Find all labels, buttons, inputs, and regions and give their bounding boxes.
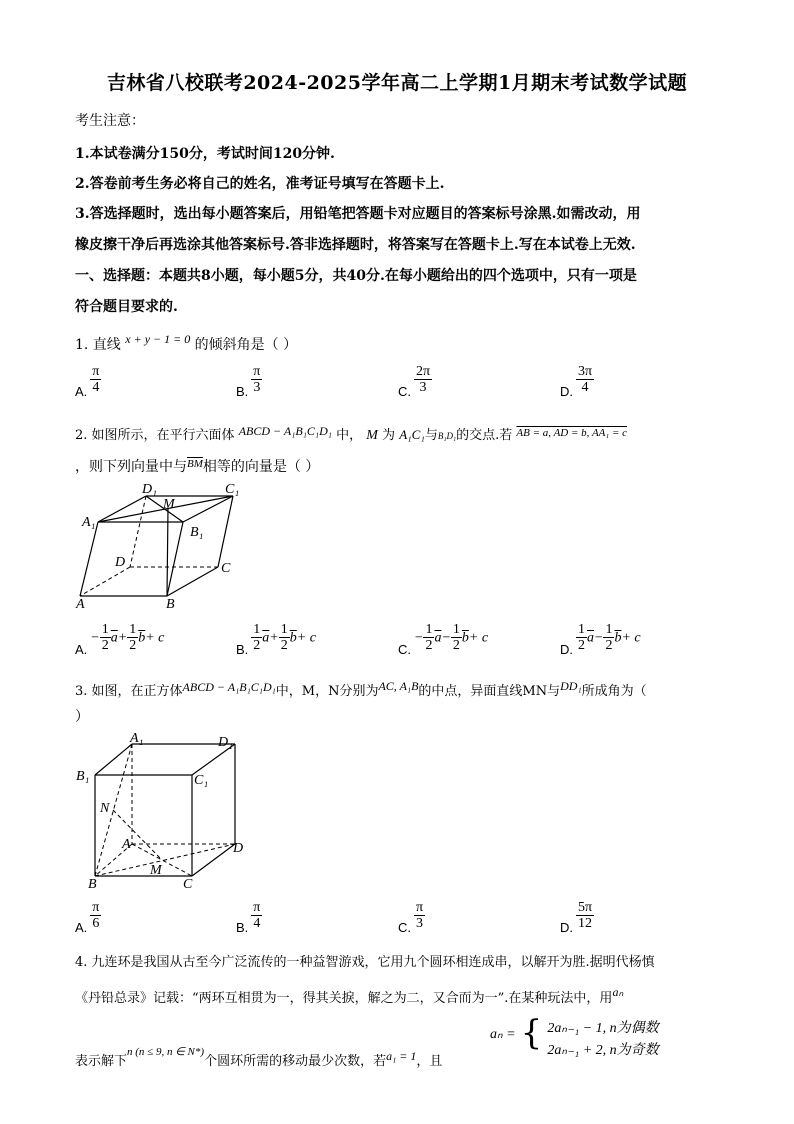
frac-den: 2 xyxy=(280,638,288,653)
sign: + xyxy=(117,630,128,646)
frac-num: 1 xyxy=(280,622,288,637)
q4-an: aₙ xyxy=(612,985,624,999)
question-3-line2: ） xyxy=(75,709,89,725)
frac-num: π xyxy=(92,364,100,379)
frac-num: 1 xyxy=(129,622,137,637)
option-label: B. xyxy=(236,919,249,935)
q2-text: 相等的向量是（ ） xyxy=(202,459,320,475)
label-B: B xyxy=(88,877,97,892)
q4-text: 表示解下 xyxy=(75,1054,128,1069)
frac-den: 3 xyxy=(416,916,424,931)
sign: − xyxy=(90,630,100,646)
q2-text: 与 xyxy=(424,428,438,443)
label-B: B xyxy=(166,597,175,611)
option-label: D. xyxy=(560,919,573,935)
q2-parallelepiped-figure xyxy=(70,476,250,611)
label-A1: A₁ xyxy=(82,515,96,530)
q1-option-c[interactable] xyxy=(398,364,432,399)
section-1-heading: 一、选择题：本题共8小题，每小题5分，共40分.在每小题给出的四个选项中，只有一项是 xyxy=(75,268,637,284)
sign: − xyxy=(594,630,604,646)
vector: $\overline{b}$ xyxy=(614,630,622,646)
tail: + c xyxy=(621,630,641,646)
frac-num: 1 xyxy=(253,622,261,637)
tail: + c xyxy=(145,630,165,646)
q3-option-d[interactable] xyxy=(560,900,594,935)
label-D: D xyxy=(115,555,126,570)
q3-text: 所成角为（ xyxy=(581,684,647,699)
q2-option-c[interactable] xyxy=(398,622,489,657)
label-C: C xyxy=(221,561,231,576)
notice-heading: 考生注意： xyxy=(75,113,145,129)
page-title: 吉林省八校联考2024-2025学年高二上学期1月期末考试数学试题 xyxy=(106,72,688,94)
label-C: C xyxy=(183,877,193,892)
q2-option-d[interactable] xyxy=(560,622,641,657)
q1-equation: x + y − 1 = 0 xyxy=(125,332,191,346)
q2-option-b[interactable] xyxy=(236,622,316,657)
q3-text: 的中点，异面直线MN与 xyxy=(418,684,561,699)
vector: $\overline{b}$ xyxy=(289,630,297,646)
q4-piecewise xyxy=(490,1013,659,1062)
q2-target-vector: BM xyxy=(187,458,203,470)
option-label: B. xyxy=(236,641,249,657)
label-D1: D₁ xyxy=(142,482,157,497)
q1-option-b[interactable] xyxy=(236,364,262,399)
q2-diag2: B₁D₁ xyxy=(437,431,457,441)
question-4-line3 xyxy=(75,1046,443,1069)
q2-diag1: A₁C₁ xyxy=(399,427,425,442)
option-label: A. xyxy=(75,383,88,399)
q2-point: M xyxy=(366,428,378,443)
frac-den: 3 xyxy=(419,380,427,395)
notice-item-3-line2: 橡皮擦干净后再选涂其他答案标号.答非选择题时，将答案写在答题卡上.写在本试卷上无效. xyxy=(75,237,636,253)
q3-segments: AC, A₁B xyxy=(378,679,419,693)
frac-den: 2 xyxy=(101,638,109,653)
label-A1: A₁ xyxy=(130,731,144,746)
q3-solid: ABCD − A₁B₁C₁D₁ xyxy=(182,680,276,694)
question-1 xyxy=(75,334,297,354)
q3-cube-figure xyxy=(70,730,250,892)
frac-den: 2 xyxy=(452,638,460,653)
frac-num: 1 xyxy=(605,622,613,637)
q1-prefix: 1. 直线 xyxy=(75,337,121,353)
frac-den: 2 xyxy=(605,638,613,653)
q3-option-b[interactable] xyxy=(236,900,262,935)
q4-piece-even: 2aₙ₋₁ − 1, n为偶数 xyxy=(547,1021,659,1036)
frac-num: 5π xyxy=(578,900,593,915)
vector: $\overline{a}$ xyxy=(434,630,442,646)
frac-num: 1 xyxy=(425,622,433,637)
frac-den: 2 xyxy=(425,638,433,653)
frac-num: 1 xyxy=(578,622,585,637)
q4-text: 《丹铅总录》记载：“两环互相贯为一，得其关捩，解之为二，又合而为一”.在某种玩法中，用 xyxy=(75,991,613,1006)
q3-option-c[interactable] xyxy=(398,900,425,935)
label-B1: B₁ xyxy=(76,769,90,784)
q2-text: ，则下列向量中与 xyxy=(75,459,187,475)
option-label: C. xyxy=(398,641,411,657)
frac-den: 6 xyxy=(92,916,100,931)
frac-num: 3π xyxy=(578,364,593,379)
frac-num: π xyxy=(92,900,100,915)
question-2 xyxy=(75,424,627,444)
question-4-line2 xyxy=(75,987,623,1006)
frac-den: 4 xyxy=(581,380,589,395)
vector: $\overline{a}$ xyxy=(262,630,270,646)
q2-text: 为 xyxy=(382,428,396,443)
q3-text: 中，M，N分别为 xyxy=(275,684,379,699)
label-C1: C₁ xyxy=(225,482,240,497)
label-M: M xyxy=(150,863,162,878)
label-A: A xyxy=(122,837,131,852)
frac-num: π xyxy=(253,900,261,915)
q3-text: 3. 如图，在正方体 xyxy=(75,684,183,699)
tail: + c xyxy=(296,630,316,646)
option-label: A. xyxy=(75,919,88,935)
frac-den: 2 xyxy=(578,638,585,653)
notice-item-3-line1: 3.答选择题时，选出每小题答案后，用铅笔把答题卡对应题目的答案标号涂黑.如需改动，用 xyxy=(75,206,641,222)
frac-num: π xyxy=(416,900,424,915)
frac-num: 1 xyxy=(452,622,460,637)
option-label: D. xyxy=(560,383,573,399)
option-label: D. xyxy=(560,641,573,657)
label-D1: D₁ xyxy=(218,735,233,750)
question-4-line1: 4. 九连环是我国从古至今广泛流传的一种益智游戏，它用九个圆环相连成串，以解开为胜.据明代杨慎 xyxy=(75,955,655,970)
vector: $\overline{a}$ xyxy=(587,630,594,646)
tail: + c xyxy=(468,630,489,646)
q4-text: 个圆环所需的移动最少次数，若 xyxy=(204,1054,387,1069)
question-3 xyxy=(75,680,647,699)
q3-option-a[interactable] xyxy=(75,900,101,935)
label-B1: B₁ xyxy=(190,525,204,540)
option-label: C. xyxy=(398,919,411,935)
sign: − xyxy=(414,630,424,646)
q4-a1: a₁ = 1 xyxy=(386,1049,417,1063)
label-N: N xyxy=(100,801,110,816)
section-1-heading-line2: 符合题目要求的. xyxy=(75,299,178,315)
q1-option-d[interactable] xyxy=(560,364,594,399)
q4-piecewise-lhs: aₙ = xyxy=(490,1027,516,1042)
option-label: C. xyxy=(398,383,411,399)
frac-num: 2π xyxy=(416,364,431,379)
question-2-line2 xyxy=(75,456,319,476)
q2-text: 的交点.若 xyxy=(456,428,513,443)
q1-option-a[interactable] xyxy=(75,364,101,399)
q2-text: 中， xyxy=(336,428,363,443)
q2-prefix: 2. 如图所示，在平行六面体 xyxy=(75,428,235,443)
notice-item-1: 1.本试卷满分150分，考试时间120分钟. xyxy=(75,146,335,162)
q2-vectors: AB = a, AD = b, AA₁ = c xyxy=(516,427,628,439)
frac-den: 4 xyxy=(253,916,261,931)
notice-item-2: 2.答卷前考生务必将自己的姓名，准考证号填写在答题卡上. xyxy=(75,176,445,192)
q3-edge: DD₁ xyxy=(560,679,582,693)
option-label: B. xyxy=(236,383,249,399)
frac-den: 3 xyxy=(253,380,261,395)
label-M: M xyxy=(163,497,175,512)
label-C1: C₁ xyxy=(194,773,209,788)
q4-piece-odd: 2aₙ₋₁ + 2, n为奇数 xyxy=(547,1043,659,1058)
frac-den: 12 xyxy=(578,916,593,931)
frac-den: 2 xyxy=(253,638,261,653)
frac-den: 2 xyxy=(129,638,137,653)
q4-text: ，且 xyxy=(416,1054,443,1069)
vector: $\overline{b}$ xyxy=(138,630,146,646)
sign: + xyxy=(269,630,279,646)
frac-num: 1 xyxy=(101,622,109,637)
sign: − xyxy=(441,630,451,646)
frac-num: π xyxy=(253,364,261,379)
q2-option-a[interactable] xyxy=(75,622,165,657)
label-D: D xyxy=(233,841,244,856)
option-label: A. xyxy=(75,641,88,657)
q1-suffix: 的倾斜角是（ ） xyxy=(194,337,298,353)
vector: $\overline{b}$ xyxy=(461,630,469,646)
vector: $\overline{a}$ xyxy=(110,630,118,646)
brace: { xyxy=(520,1013,543,1053)
frac-den: 4 xyxy=(92,380,100,395)
q4-n-condition: n (n ≤ 9, n ∈ N*) xyxy=(127,1046,205,1058)
label-A: A xyxy=(76,597,85,611)
q2-solid: ABCD − A₁B₁C₁D₁ xyxy=(238,424,332,438)
